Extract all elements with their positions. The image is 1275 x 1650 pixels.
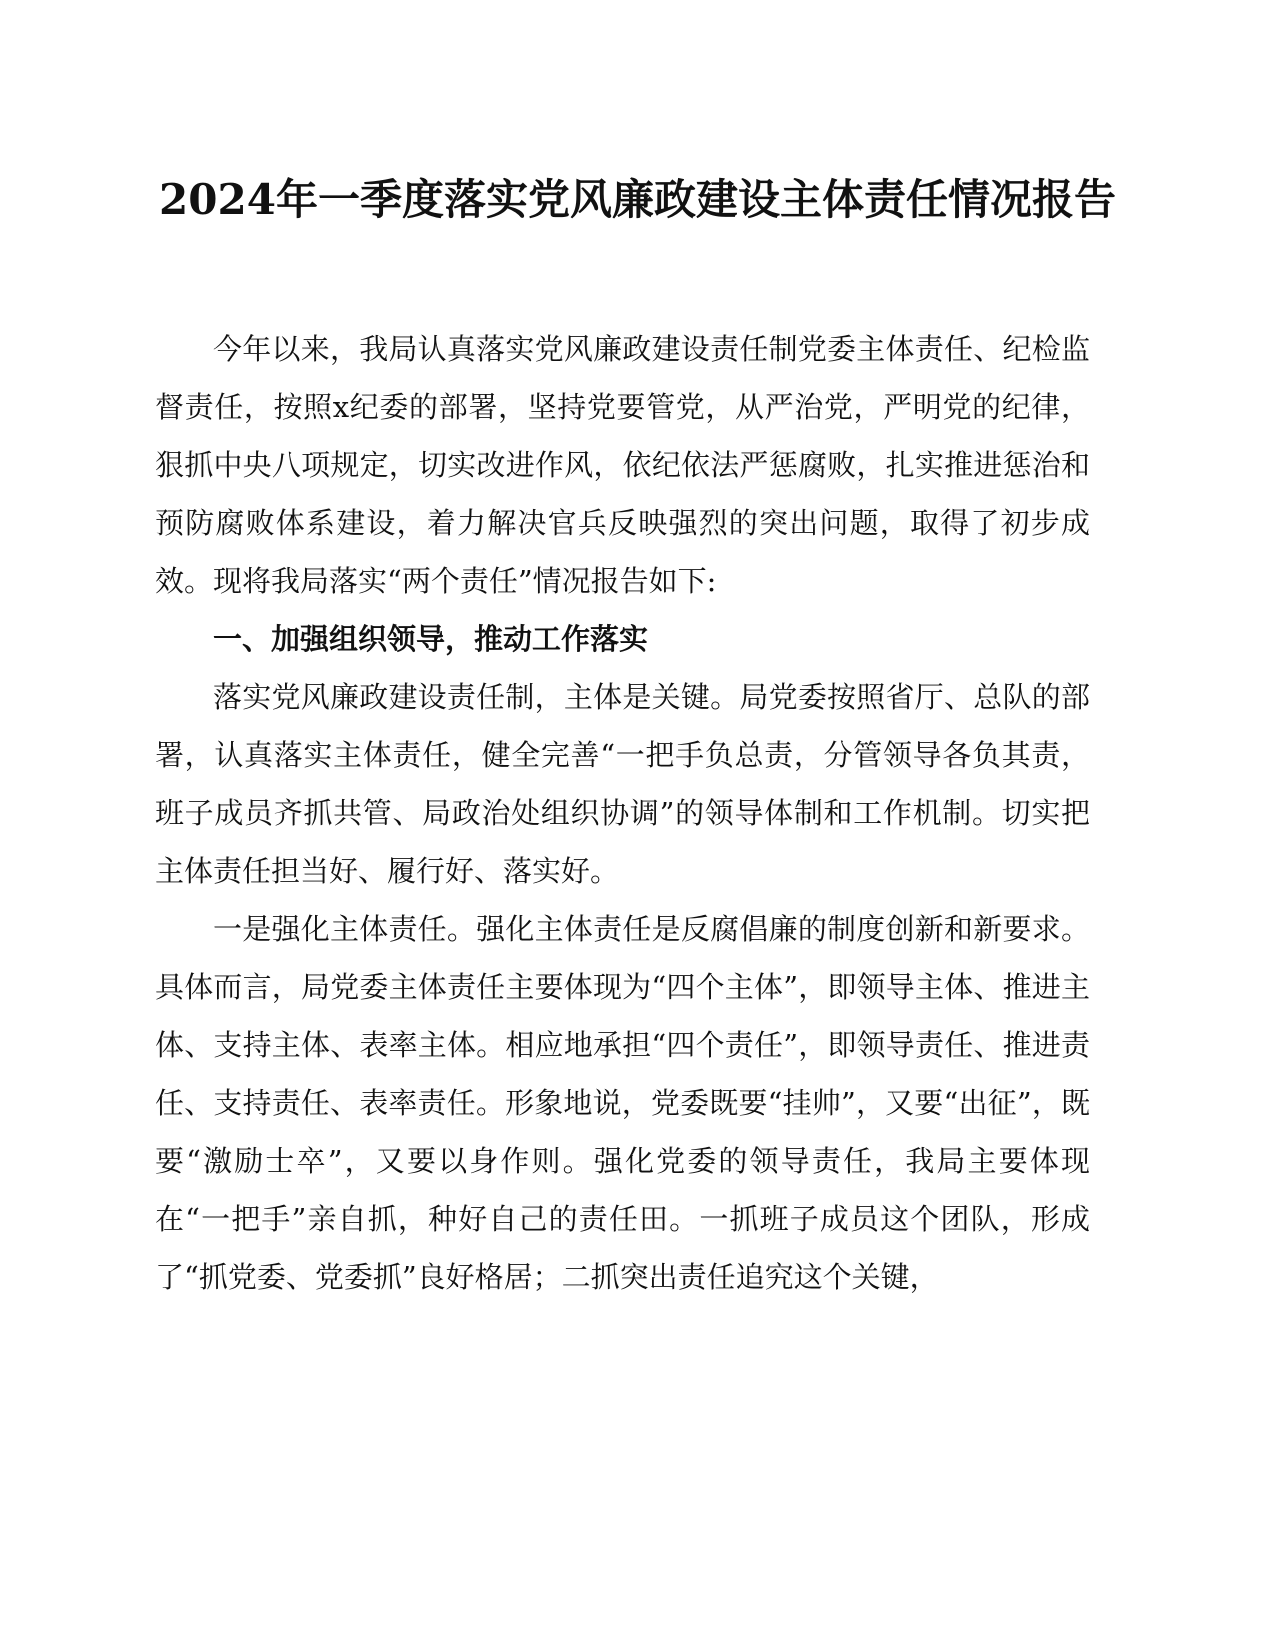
intro-paragraph: 今年以来，我局认真落实党风廉政建设责任制党委主体责任、纪检监督责任，按照x纪委的部署，坚持党要管党，从严治党，严明党的纪律，狠抓中央八项规定，切实改进作风，依纪依法严惩腐败，扎实推进惩治和预防腐败体系建设，着力解决官兵反映强烈的突出问题，取得了初步成效。现将我局落实“两个责任”情况报告如下:: [155, 332, 1090, 598]
document-title: 2024年一季度落实党风廉政建设主体责任情况报告: [159, 175, 1116, 224]
section-heading: 一、加强组织领导，推动工作落实: [213, 622, 649, 656]
section-paragraph: 落实党风廉政建设责任制，主体是关键。局党委按照省厅、总队的部署，认真落实主体责任，健全完善“一把手负总责，分管领导各负其责，班子成员齐抓共管、局政治处组织协调”的领导体制和工作机制。切实把主体责任担当好、履行好、落实好。: [155, 680, 1090, 888]
document-body: [155, 320, 1090, 1306]
section-paragraph: 一是强化主体责任。强化主体责任是反腐倡廉的制度创新和新要求。具体而言，局党委主体责任主要体现为“四个主体”，即领导主体、推进主体、支持主体、表率主体。相应地承担“四个责任”，即领导责任、推进责任、支持责任、表率责任。形象地说，党委既要“挂帅”，又要“出征”，既要“激励士卒”，又要以身作则。强化党委的领导责任，我局主要体现在“一把手”亲自抓，种好自己的责任田。一抓班子成员这个团队，形成了“抓党委、党委抓”良好格居；二抓突出责任追究这个关键，: [155, 912, 1090, 1294]
